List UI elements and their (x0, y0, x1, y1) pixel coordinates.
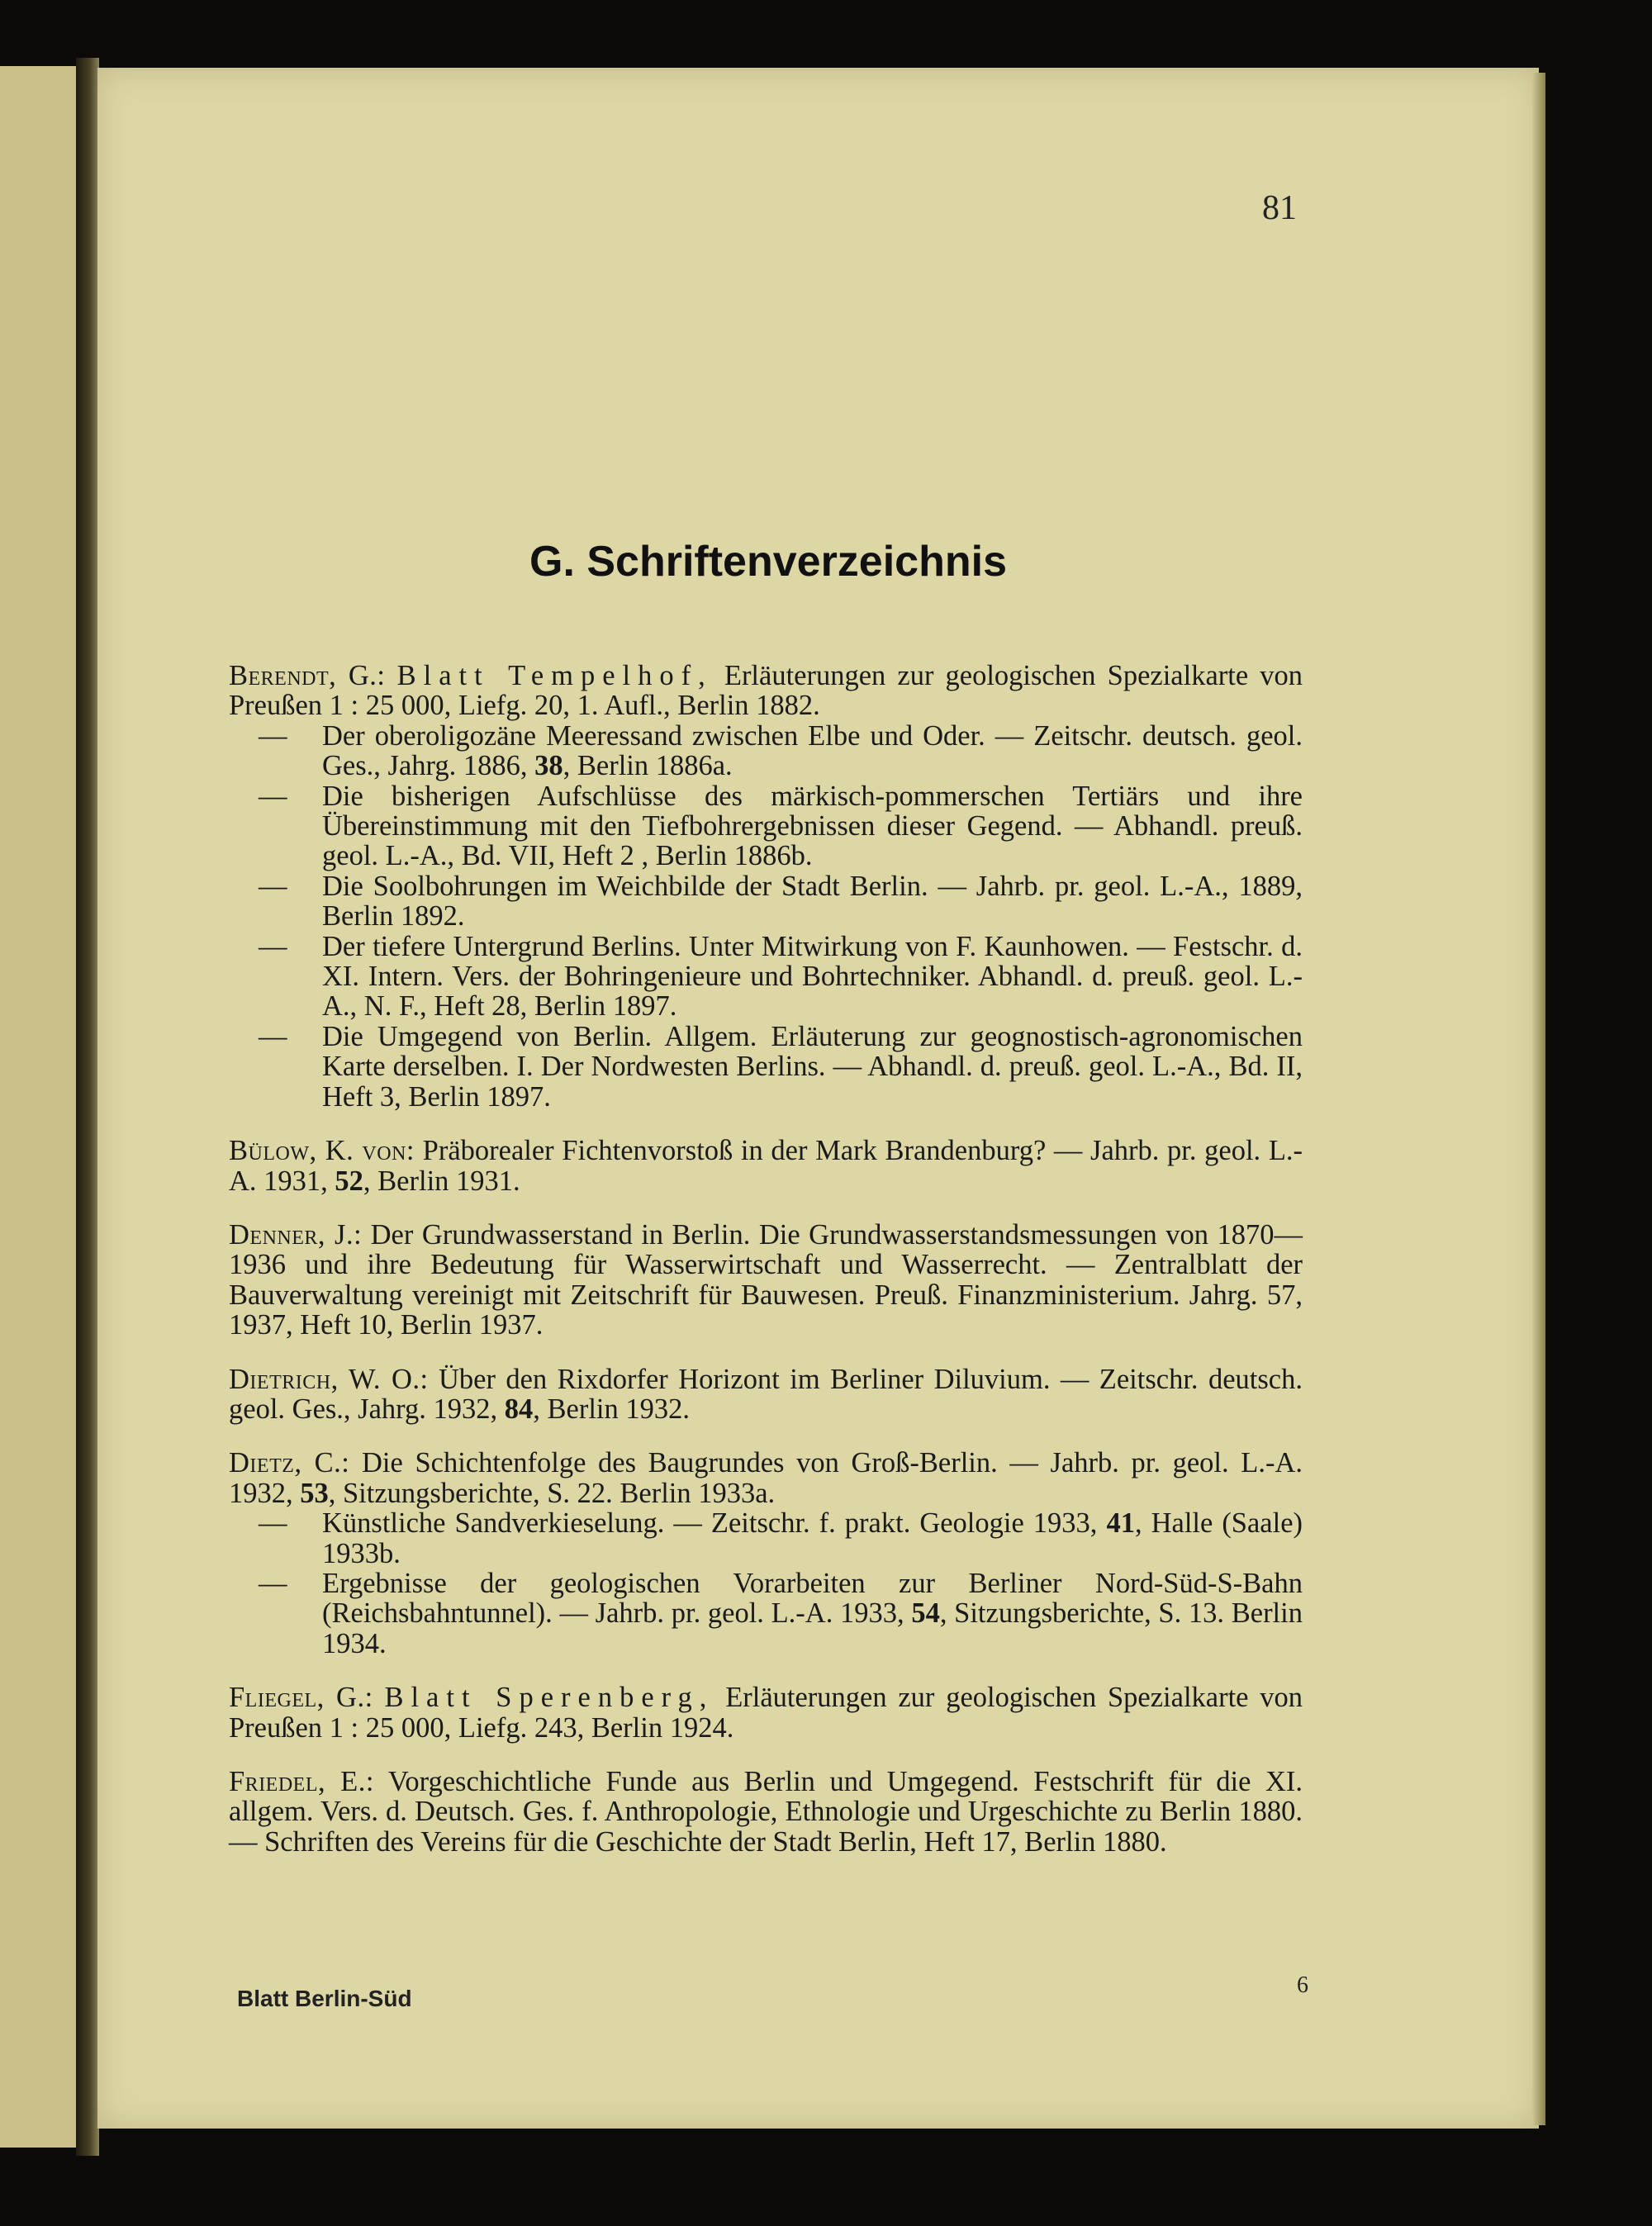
entry-main (229, 661, 1303, 721)
entry-main: Denner, J.: Der Grundwasserstand in Berlin. Die Grundwasserstandsmessungen von 1870—1936 und ihre Bedeutung für Wasserwirtschaft und Wasserrecht. — Zentralblatt der Bauverwaltung vereinigt mit Zeitschrift für Bauwesen. Preuß. Finanzministerium. Jahrg. 57, 1937, Heft 10, Berlin 1937. (229, 1218, 1303, 1341)
entry-map-title: Blatt Tempelhof, (396, 660, 713, 691)
entry-author: Dietrich, W. O.: (229, 1363, 429, 1395)
entry-author: Berendt, G.: (229, 660, 386, 691)
entry-author: Fliegel, G.: (229, 1682, 373, 1714)
section-heading: G. Schriftenverzeichnis (529, 538, 1007, 586)
sub-entry: — Die Soolbohrungen im Weichbilde der Stadt Berlin. — Jahrb. pr. geol. L.-A., 1889, Berlin 1892. (259, 870, 1303, 933)
bibliography-entry (229, 661, 1303, 1112)
bibliography-entry (229, 1220, 1303, 1341)
book-gutter (76, 58, 99, 2156)
sub-entry: — Künstliche Sandverkieselung. — Zeitschr. f. prakt. Geologie 1933, 41, Halle (Saale) 1933b. (259, 1507, 1303, 1569)
page-number: 81 (1262, 189, 1297, 227)
bibliography-entry (229, 1683, 1303, 1743)
footer-sheet-title: Blatt Berlin-Süd (237, 1986, 412, 2011)
entry-author: Bülow, K. von: (229, 1135, 415, 1167)
entry-author: Denner, J.: (229, 1218, 363, 1251)
bibliography-entry (229, 1136, 1303, 1196)
sub-entry: — Der oberoligozäne Meeressand zwischen Elbe und Oder. — Zeitschr. deutsch. geol. Ges., Jahrg. 1886, 38, Berlin 1886a. (259, 719, 1303, 782)
sub-entry: — Die bisherigen Aufschlüsse des märkisch-pommerschen Tertiärs und ihre Übereinstimmung mit den Tiefbohrergebnissen dieser Gegend. — Abhandl. preuß. geol. L.-A., Bd. VII, Heft 2 , Berlin 1886b. (259, 780, 1303, 872)
entry-main: Dietrich, W. O.: Über den Rixdorfer Horizont im Berliner Diluvium. — Zeitschr. deutsch. geol. Ges., Jahrg. 1932, 84, Berlin 1932. (229, 1363, 1303, 1425)
entry-main: Bülow, K. von: Präborealer Fichtenvorstoß in der Mark Brandenburg? — Jahrb. pr. geol. L.-A. 1931, 52, Berlin 1931. (229, 1135, 1303, 1197)
facing-page-edge (0, 66, 76, 2148)
entry-author: Dietz, C.: (229, 1447, 350, 1479)
entry-text: Erläuterungen zur geologischen Spezialkarte von Preußen 1 : 25 000, Liefg. 20, 1. Aufl., Berlin 1882. (229, 660, 1303, 722)
bibliography-entry (229, 1767, 1303, 1857)
sub-entry: — Ergebnisse der geologischen Vorarbeiten zur Berliner Nord-Süd-S-Bahn (Reichsbahntunnel). — Jahrb. pr. geol. L.-A. 1933, 54, Sitzungsberichte, S. 13. Berlin 1934. (259, 1567, 1303, 1659)
entry-author: Friedel, E.: (229, 1766, 374, 1797)
bibliography-entry (229, 1448, 1303, 1659)
sub-entry: — Die Umgegend von Berlin. Allgem. Erläuterung zur geognostisch-agronomischen Karte derselben. I. Der Nordwesten Berlins. — Abhandl. d. preuß. geol. L.-A., Bd. II, Heft 3, Berlin 1897. (259, 1020, 1303, 1113)
entry-main: Fliegel, G.: Blatt Sperenberg, Erläuterungen zur geologischen Spezialkarte von Preußen 1 : 25 000, Liefg. 243, Berlin 1924. (229, 1682, 1303, 1744)
entry-map-title: Blatt Sperenberg, (384, 1682, 714, 1714)
bibliography-entry (229, 1365, 1303, 1425)
footer-signature-mark: 6 (1297, 1972, 1308, 1998)
entry-main: Friedel, E.: Vorgeschichtliche Funde aus Berlin und Umgegend. Festschrift für die XI. allgem. Vers. d. Deutsch. Ges. f. Anthropologie, Ethnologie und Urgeschichte zu Berlin 1880. — Schriften des Vereins für die Geschichte der Stadt Berlin, Heft 17, Berlin 1880. (229, 1766, 1303, 1858)
bibliography-list (229, 661, 1303, 1881)
page-edge (1532, 73, 1545, 2125)
sub-entry: — Der tiefere Untergrund Berlins. Unter Mitwirkung von F. Kaunhowen. — Festschr. d. XI. Intern. Vers. der Bohringenieure und Bohrtechniker. Abhandl. d. preuß. geol. L.-A., N. F., Heft 28, Berlin 1897. (259, 930, 1303, 1023)
entry-main: Dietz, C.: Die Schichtenfolge des Baugrundes von Groß-Berlin. — Jahrb. pr. geol. L.-A. 1932, 53, Sitzungsberichte, S. 22. Berlin 1933a. (229, 1447, 1303, 1509)
